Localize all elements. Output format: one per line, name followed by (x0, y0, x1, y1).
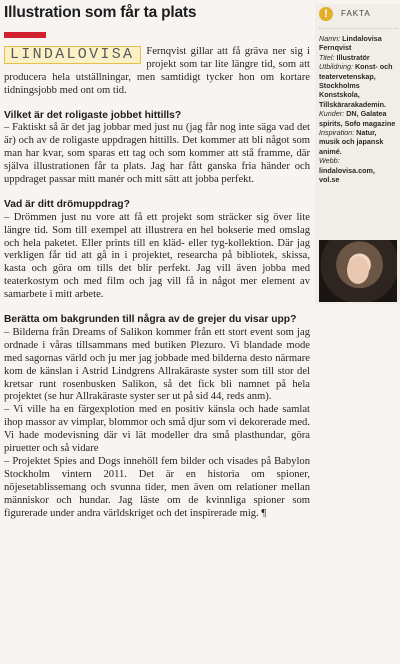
fakta-header (315, 4, 400, 30)
answer-1-paragraph-1: – Faktiskt så är det jag jobbar med just nu (jag får nog inte säga vad det är) och av de roligaste uppdragen hittills. Det kommer att bli något som man har kvar, som sparas ett tag och som kommer att stå framme, där själva illustrationen får ta plats. Jag har fått ganska fria händer och uppdraget passar mitt manér och mitt sätt att jobba perfekt. (4, 122, 310, 186)
fakta-sidebar (315, 4, 400, 304)
dropcap-name: LINDALOVISA (4, 46, 141, 64)
answer-3-paragraph-1: – Bilderna från Dreams of Salikon kommer från ett stort event som jag ordnade i våras tillsammans med butiken Plezuro. Vi blandade mode med sagornas värld och ju mer jag jobbade med bilderna desto närmare kom de känslan i Astrid Lindgrens Allrakäraste syster som till stor del kretsar runt rosenbusken Salikon, så det fick bli namnet på hela projektet (se hur Allrakäraste syster ser ut på sid 44, reds anm). (4, 326, 310, 403)
article-headline: Illustration som får ta plats (4, 4, 197, 21)
portrait-photo (319, 240, 397, 302)
portrait-face (347, 256, 369, 284)
intro-text: Fernqvist gillar att få gräva ner sig i projekt som tar lite längre tid, som att producera hela utställningar, men samtidigt tycker hon om kortare tidningsjobb med ont om tid. (4, 46, 310, 96)
fakta-item-inspiration: Inspiration: Natur, musik och japansk animé. (319, 128, 384, 156)
question-2: Vad är ditt drömuppdrag? (4, 198, 130, 210)
article-column (4, 4, 310, 520)
fakta-item-name: Namn: Lindalovisa Fernqvist (319, 34, 382, 53)
answer-2-paragraph-1: – Drömmen just nu vore att få ett projekt som sträcker sig över lite längre tid. Som till exempel att illustrera en hel bokserie med omslag och hela paketet. Eller prints till en kläd- eller tyg-kollektion. Där jag verkligen får tid att gå in i projektet, researcha på bibliotek, skissa, kasta och göra om tills det blir perfekt. Jag vill även jobba med teaterkostym och med film och jag vill få in något mer element av samarbete i mitt arbete. (4, 211, 310, 301)
fakta-list (315, 30, 400, 185)
fakta-item-education: Utbildning: Konst- och teatervetenskap, Stockholms Konstskola, Tillskärarakademin. (319, 62, 393, 109)
fakta-item-clients: Kunder: DN, Galatea spirits, Sofo magazine (319, 109, 396, 128)
article-intro (4, 46, 310, 98)
fakta-item-web: Webb: lindalovisa.com, vol.se (319, 156, 375, 185)
fakta-label: FAKTA (341, 9, 371, 18)
question-3: Berätta om bakgrunden till några av de grejer du visar upp? (4, 314, 297, 326)
fakta-item-title: Titel: Illustratör (319, 52, 370, 62)
fakta-divider (319, 28, 398, 29)
answer-3-paragraph-2: – Vi ville ha en färgexplotion med en positiv känsla och hade samlat ihop massor av vimplar, blommor och små djur som vi dekorerade med. Vi hade modevisning där vi lät modeller dra små plasthundar, göra piruetter och så vidare (4, 404, 310, 455)
question-1: Vilket är det roligaste jobbet hittills? (4, 109, 182, 121)
exclamation-icon: ! (319, 7, 333, 21)
answer-3-paragraph-3: – Projektet Spies and Dogs innehöll fem bilder och visades på Babylon Stockholm vintern 2011. Det är en historia om spioner, nöjesetablissemang och svunna tider, men även om relationer mellan människor och hundar. Jag läste om de kvinnliga spioner som figurerade under andra världskriget och det inspirerade mig. ¶ (4, 455, 310, 519)
headline-accent-bar (4, 32, 46, 38)
